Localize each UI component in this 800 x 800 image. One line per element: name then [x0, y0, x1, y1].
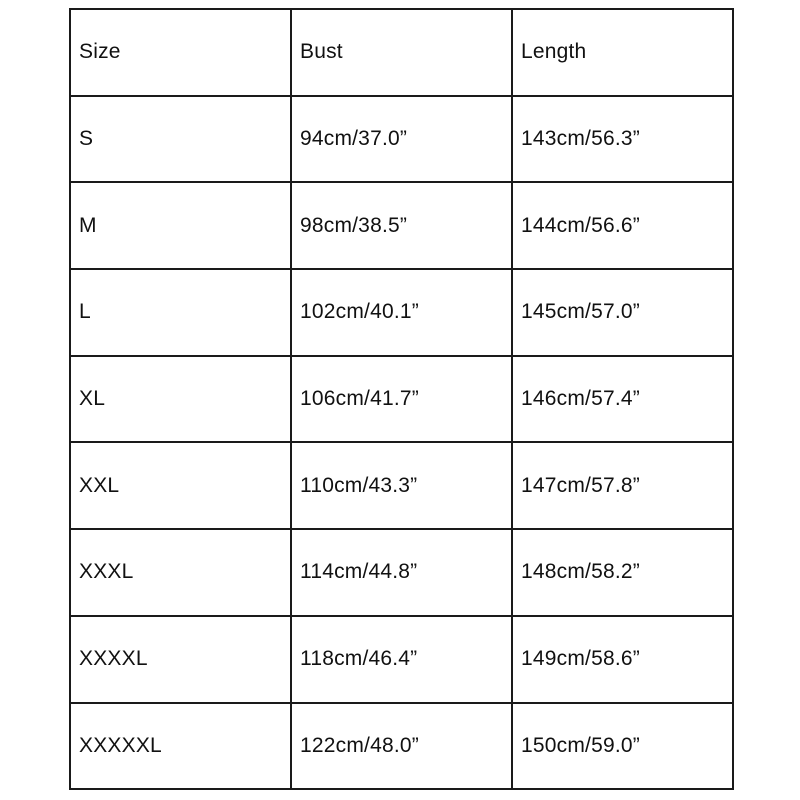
header-length: Length — [512, 9, 733, 96]
size-cell: XXL — [70, 442, 291, 529]
bust-cell: 94cm/37.0” — [291, 96, 512, 183]
size-cell: XXXL — [70, 529, 291, 616]
length-cell: 144cm/56.6” — [512, 182, 733, 269]
length-cell: 150cm/59.0” — [512, 703, 733, 790]
table-row — [70, 269, 733, 356]
table-row — [70, 182, 733, 269]
size-cell: M — [70, 182, 291, 269]
bust-cell: 106cm/41.7” — [291, 356, 512, 443]
size-cell: S — [70, 96, 291, 183]
table-row — [70, 703, 733, 790]
table-header-row — [70, 9, 733, 96]
bust-cell: 122cm/48.0” — [291, 703, 512, 790]
size-cell: L — [70, 269, 291, 356]
table-row — [70, 96, 733, 183]
table-row — [70, 356, 733, 443]
size-cell: XXXXL — [70, 616, 291, 703]
bust-cell: 98cm/38.5” — [291, 182, 512, 269]
bust-cell: 114cm/44.8” — [291, 529, 512, 616]
size-cell: XXXXXL — [70, 703, 291, 790]
table-row — [70, 442, 733, 529]
length-cell: 145cm/57.0” — [512, 269, 733, 356]
header-bust: Bust — [291, 9, 512, 96]
header-size: Size — [70, 9, 291, 96]
bust-cell: 102cm/40.1” — [291, 269, 512, 356]
length-cell: 146cm/57.4” — [512, 356, 733, 443]
size-chart-table — [69, 8, 734, 790]
bust-cell: 118cm/46.4” — [291, 616, 512, 703]
size-cell: XL — [70, 356, 291, 443]
length-cell: 149cm/58.6” — [512, 616, 733, 703]
bust-cell: 110cm/43.3” — [291, 442, 512, 529]
length-cell: 143cm/56.3” — [512, 96, 733, 183]
length-cell: 148cm/58.2” — [512, 529, 733, 616]
table-row — [70, 529, 733, 616]
table-row — [70, 616, 733, 703]
length-cell: 147cm/57.8” — [512, 442, 733, 529]
